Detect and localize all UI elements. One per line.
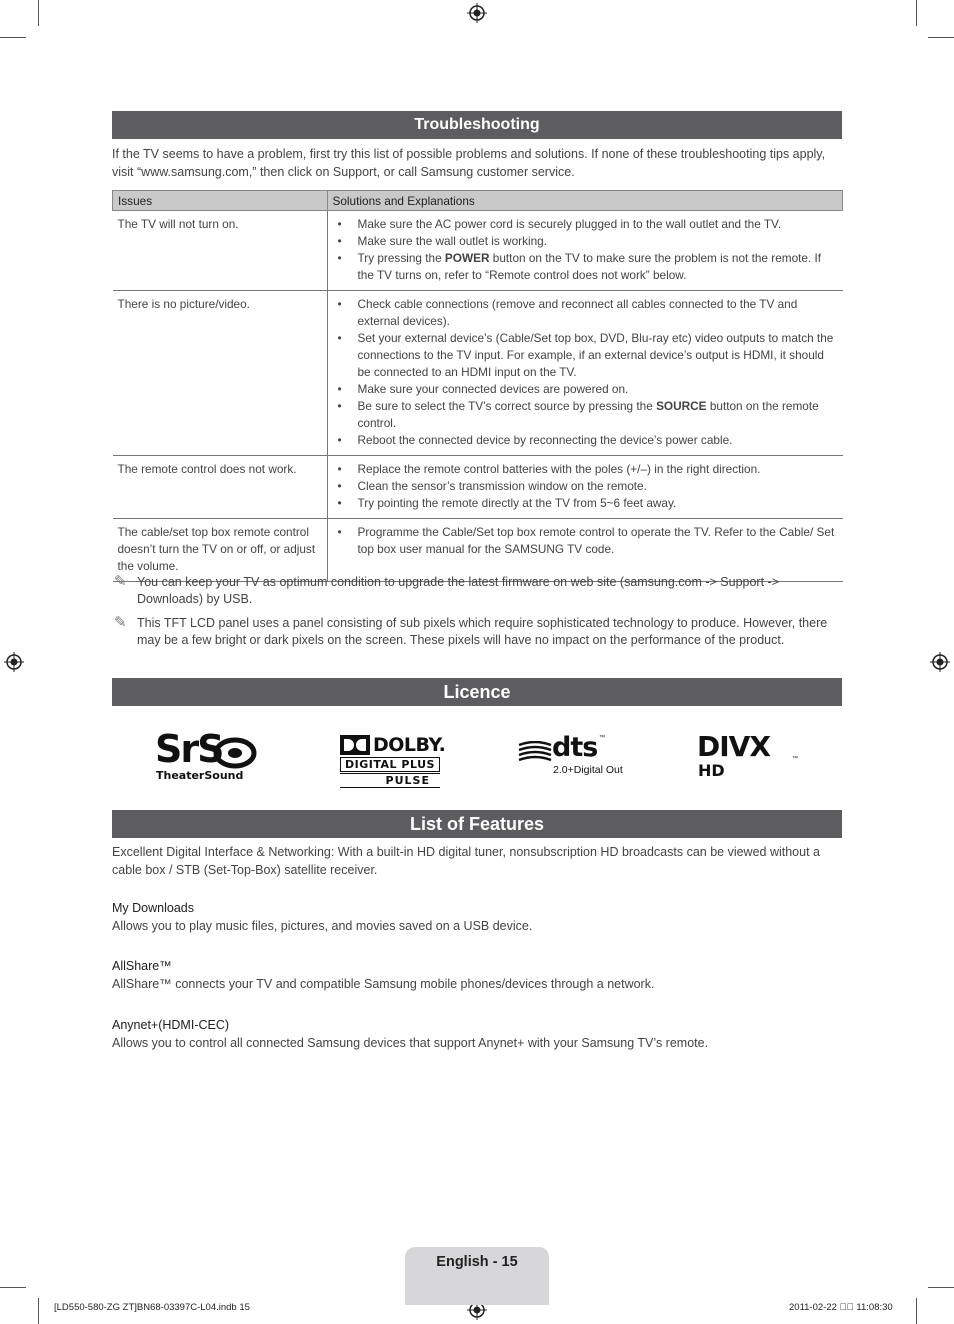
feature-desc: AllShare™ connects your TV and compatible Samsung mobile phones/devices through a network. [112,977,655,991]
solution-item: • Check cable connections (remove and reconnect all cables connected to the TV and external devices). [333,296,838,330]
solution-item: • Try pressing the POWER button on the TV to make sure the problem is not the remote. If the TV turns on, refer to “Remote control does not work” below. [333,250,838,284]
srs-subtitle: TheaterSound [156,769,244,782]
crop-mark [38,0,39,26]
table-row [113,519,843,582]
feature-desc: Allows you to control all connected Samsung devices that support Anynet+ with your Samsung TV’s remote. [112,1036,709,1050]
crop-mark [0,1287,26,1288]
solution-item: • Reboot the connected device by reconnecting the device’s power cable. [333,432,838,449]
solutions-list [333,461,838,512]
solution-item: • Make sure the wall outlet is working. [333,233,838,250]
feature-item [112,957,842,993]
troubleshooting-intro: If the TV seems to have a problem, first try this list of possible problems and solutions. If none of these troubleshooting tips apply, visit “www.samsung.com,” then click on Support, or call Samsung customer service. [112,147,826,179]
crop-mark [0,37,26,38]
note-firmware [112,574,842,608]
divx-tm: ™ [792,756,798,762]
features-intro: Excellent Digital Interface & Networking: With a built-in HD digital tuner, nonsubscription HD broadcasts can be viewed without a cable box / STB (Set-Top-Box) satellite receiver. [112,845,820,877]
licence-heading: Licence [112,678,842,706]
dts-tm: ™ [599,735,605,741]
col-header-solutions: Solutions and Explanations [327,191,843,211]
dts-logo [517,732,627,780]
solution-item: • Programme the Cable/Set top box remote control to operate the TV. Refer to the Cable/ Set top box user manual for the SAMSUNG TV code. [333,524,838,558]
dolby-double-d-icon [340,735,370,755]
solution-item: • Make sure the AC power cord is securely plugged in to the wall outlet and the TV. [333,216,838,233]
page-number: English - 15 [436,1254,518,1270]
dolby-pulse-box: PULSE [340,773,440,788]
file-info: [LD550-580-ZG ZT]BN68-03397C-L04.indb 15 [54,1302,250,1313]
crop-mark [928,1287,954,1288]
feature-desc: Allows you to play music files, pictures, and movies saved on a USB device. [112,919,533,933]
crop-mark [916,1298,917,1324]
crop-mark [916,0,917,26]
solution-item: • Replace the remote control batteries with the poles (+/–) in the right direction. [333,461,838,478]
dolby-digital-plus-logo [340,734,446,789]
col-header-issues: Issues [113,191,328,211]
dolby-digital-plus-box: DIGITAL PLUS [340,757,440,772]
feature-item [112,899,842,935]
note-text: You can keep your TV as optimum condition to upgrade the latest firmware on web site (samsung.com -> Support -> Downloads) by USB. [137,575,780,606]
dts-subtitle: 2.0+Digital Out [553,764,623,776]
button-keyword: POWER [444,251,490,265]
issue-cell: The TV will not turn on. [113,211,328,291]
dolby-logo-text: DOLBY. [373,734,446,756]
dts-logo-text: dts [552,732,598,763]
note-pencil-icon: ✎ [114,614,127,631]
button-keyword: SOURCE [656,399,707,413]
divx-logo-text: DIVX [697,730,770,763]
solutions-list [333,216,838,284]
solutions-list [333,524,838,558]
note-pixels [112,615,842,649]
crop-mark [38,1298,39,1324]
solution-item: • Set your external device’s (Cable/Set top box, DVD, Blu-ray etc) video outputs to match the connections to the TV input. For example, if an external device’s output is HDMI, it should be connected to an HDMI input on the TV. [333,330,838,381]
solution-item: • Try pointing the remote directly at the TV from 5~6 feet away. [333,495,838,512]
table-row [113,291,843,456]
srs-swirl-icon [213,737,257,769]
crop-mark [928,37,954,38]
srs-logo-text: SrS [155,727,223,771]
features-heading: List of Features [112,810,842,838]
solution-item: • Clean the sensor’s transmission window on the remote. [333,478,838,495]
table-row [113,456,843,519]
solution-item: • Make sure your connected devices are powered on. [333,381,838,398]
date-info: 2011-02-22 ￿￿ 11:08:30 [789,1302,893,1313]
srs-theatersound-logo [155,727,265,785]
troubleshooting-heading: Troubleshooting [112,111,842,139]
feature-title: My Downloads [112,901,194,915]
registration-mark-icon [467,3,487,23]
table-row [113,211,843,291]
troubleshooting-table [112,190,843,582]
issue-cell: The cable/set top box remote control doesn’t turn the TV on or off, or adjust the volume. [113,519,328,582]
registration-mark-icon [4,652,24,672]
solutions-cell [327,211,843,291]
table-header-row [113,191,843,211]
divx-hd-logo [697,730,807,780]
feature-title: AllShare™ [112,959,172,973]
solutions-cell [327,291,843,456]
note-pencil-icon: ✎ [114,573,127,590]
solution-item: • Be sure to select the TV’s correct source by pressing the SOURCE button on the remote control. [333,398,838,432]
feature-title: Anynet+(HDMI-CEC) [112,1018,230,1032]
solutions-cell [327,456,843,519]
divx-hd-text: HD [698,761,725,780]
solutions-cell [327,519,843,582]
solutions-list [333,296,838,449]
issue-cell: The remote control does not work. [113,456,328,519]
page-number-tab [405,1247,549,1305]
note-text: This TFT LCD panel uses a panel consisting of sub pixels which require sophisticated technology to produce. However, there may be a few bright or dark pixels on the screen. These pixels will have no impact on the performance of the product. [137,616,828,647]
registration-mark-icon [930,652,950,672]
issue-cell: There is no picture/video. [113,291,328,456]
feature-item [112,1016,842,1052]
dts-waves-icon [517,741,553,763]
